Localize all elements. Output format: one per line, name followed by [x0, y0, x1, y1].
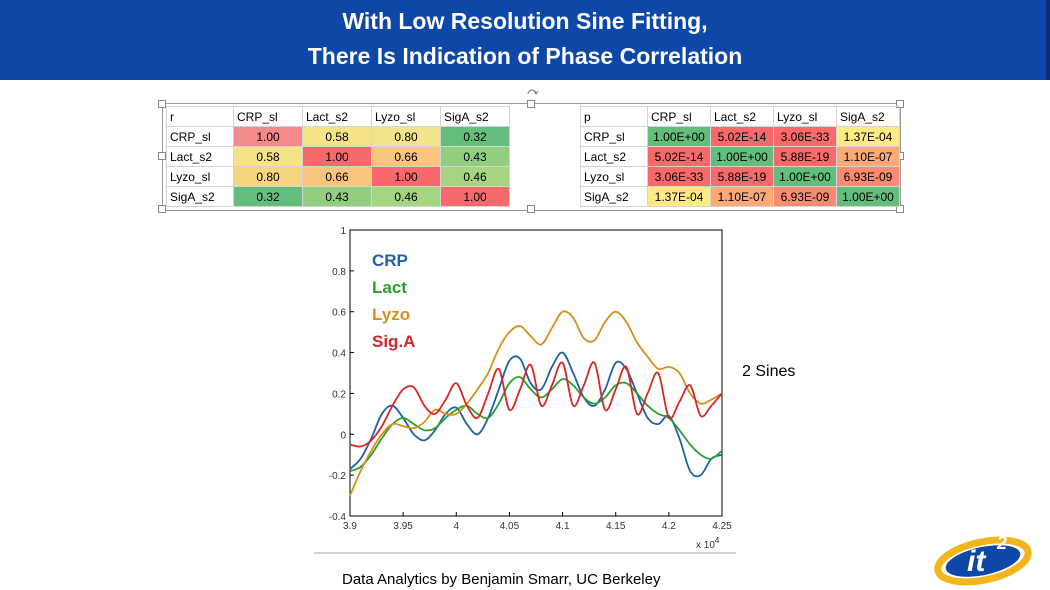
table-row — [167, 147, 510, 167]
column-header: SigA_s2 — [441, 107, 510, 127]
table-row — [581, 187, 900, 207]
row-header: CRP_sl — [167, 127, 234, 147]
row-header: SigA_s2 — [167, 187, 234, 207]
table-cell: 6.93E-09 — [837, 167, 900, 187]
table-row — [167, 127, 510, 147]
table-cell: 0.58 — [303, 127, 372, 147]
column-header: Lact_s2 — [711, 107, 774, 127]
table-cell: 0.32 — [234, 187, 303, 207]
title-banner — [0, 0, 1050, 80]
y-tick-label: 0.4 — [332, 348, 346, 360]
table-cell: 3.06E-33 — [774, 127, 837, 147]
column-header: Lyzo_sl — [774, 107, 837, 127]
legend-entry-lyzo: Lyzo — [372, 305, 411, 324]
row-header: Lact_s2 — [581, 147, 648, 167]
y-tick-label: 1 — [340, 226, 346, 237]
resize-handle-icon[interactable] — [158, 152, 166, 160]
column-header: Lyzo_sl — [372, 107, 441, 127]
credit-text: Data Analytics by Benjamin Smarr, UC Berkeley — [342, 571, 661, 588]
table-cell: 1.00 — [303, 147, 372, 167]
column-header: CRP_sl — [648, 107, 711, 127]
table-cell: 1.00 — [234, 127, 303, 147]
row-header: Lyzo_sl — [581, 167, 648, 187]
x-tick-label: 3.95 — [393, 521, 413, 532]
y-tick-label: -0.4 — [328, 512, 346, 523]
table-cell: 5.88E-19 — [774, 147, 837, 167]
table-corner-label: r — [167, 107, 234, 127]
table-cell: 3.06E-33 — [648, 167, 711, 187]
table-cell: 1.00E+00 — [711, 147, 774, 167]
resize-handle-icon[interactable] — [158, 205, 166, 213]
table-cell: 1.37E-04 — [837, 127, 900, 147]
resize-handle-icon[interactable] — [158, 100, 166, 108]
resize-handle-icon[interactable] — [527, 205, 535, 213]
table-cell: 1.10E-07 — [711, 187, 774, 207]
table-cell: 0.80 — [372, 127, 441, 147]
table-corner-label: p — [581, 107, 648, 127]
x-tick-label: 4.25 — [712, 521, 732, 532]
table-cell: 1.00E+00 — [774, 167, 837, 187]
p-value-table — [580, 106, 900, 207]
column-header: Lact_s2 — [303, 107, 372, 127]
x-tick-label: 4.15 — [605, 521, 626, 532]
rotate-handle-icon[interactable] — [525, 86, 539, 98]
x-tick-label: 4 — [453, 521, 460, 532]
x-axis-multiplier: x $10^4$ — [696, 536, 720, 551]
legend-entry-crp: CRP — [372, 251, 408, 270]
resize-handle-icon[interactable] — [527, 100, 535, 108]
table-cell: 1.00E+00 — [837, 187, 900, 207]
legend-entry-lact: Lact — [372, 278, 407, 297]
table-cell: 0.80 — [234, 167, 303, 187]
table-row — [581, 127, 900, 147]
table-cell: 1.10E-07 — [837, 147, 900, 167]
y-tick-label: 0 — [340, 430, 346, 442]
x-tick-label: 4.05 — [499, 521, 520, 532]
table-row — [167, 167, 510, 187]
row-header: Lyzo_sl — [167, 167, 234, 187]
fit-type-label: 2 Sines — [742, 363, 796, 380]
x-tick-label: 4.2 — [661, 521, 676, 532]
logo-text: it — [967, 545, 986, 578]
table-cell: 0.66 — [303, 167, 372, 187]
x-tick-label: 3.9 — [343, 521, 357, 532]
y-tick-label: 0.8 — [332, 266, 346, 278]
table-header-row — [581, 107, 900, 127]
table-cell: 5.02E-14 — [711, 127, 774, 147]
column-header: CRP_sl — [234, 107, 303, 127]
table-row — [167, 187, 510, 207]
logo-superscript: 2 — [997, 533, 1008, 553]
table-cell: 1.00E+00 — [648, 127, 711, 147]
table-cell: 0.32 — [441, 127, 510, 147]
row-header: Lact_s2 — [167, 147, 234, 167]
table-row — [581, 147, 900, 167]
legend-entry-siga: Sig.A — [372, 332, 416, 351]
column-header: SigA_s2 — [837, 107, 900, 127]
table-cell: 1.00 — [441, 187, 510, 207]
slide-title-line2: There Is Indication of Phase Correlation — [307, 43, 743, 69]
sine-fit-line-chart — [310, 222, 740, 558]
table-cell: 0.58 — [234, 147, 303, 167]
slide-title-line1: With Low Resolution Sine Fitting, — [342, 8, 708, 34]
y-tick-label: 0.6 — [332, 307, 346, 319]
x-tick-label: 4.1 — [555, 521, 570, 532]
table-cell: 5.02E-14 — [648, 147, 711, 167]
table-cell: 0.46 — [372, 187, 441, 207]
y-tick-label: -0.2 — [328, 471, 346, 483]
y-tick-label: 0.2 — [332, 389, 346, 401]
it2-logo — [933, 525, 1045, 587]
table-cell: 1.00 — [372, 167, 441, 187]
table-cell: 0.43 — [303, 187, 372, 207]
row-header: CRP_sl — [581, 127, 648, 147]
table-row — [581, 167, 900, 187]
table-cell: 0.43 — [441, 147, 510, 167]
row-header: SigA_s2 — [581, 187, 648, 207]
table-cell: 6.93E-09 — [774, 187, 837, 207]
table-header-row — [167, 107, 510, 127]
table-cell: 0.66 — [372, 147, 441, 167]
table-cell: 1.37E-04 — [648, 187, 711, 207]
table-cell: 5.88E-19 — [711, 167, 774, 187]
r-correlation-table — [166, 106, 510, 207]
table-cell: 0.46 — [441, 167, 510, 187]
plot-area — [350, 230, 722, 516]
